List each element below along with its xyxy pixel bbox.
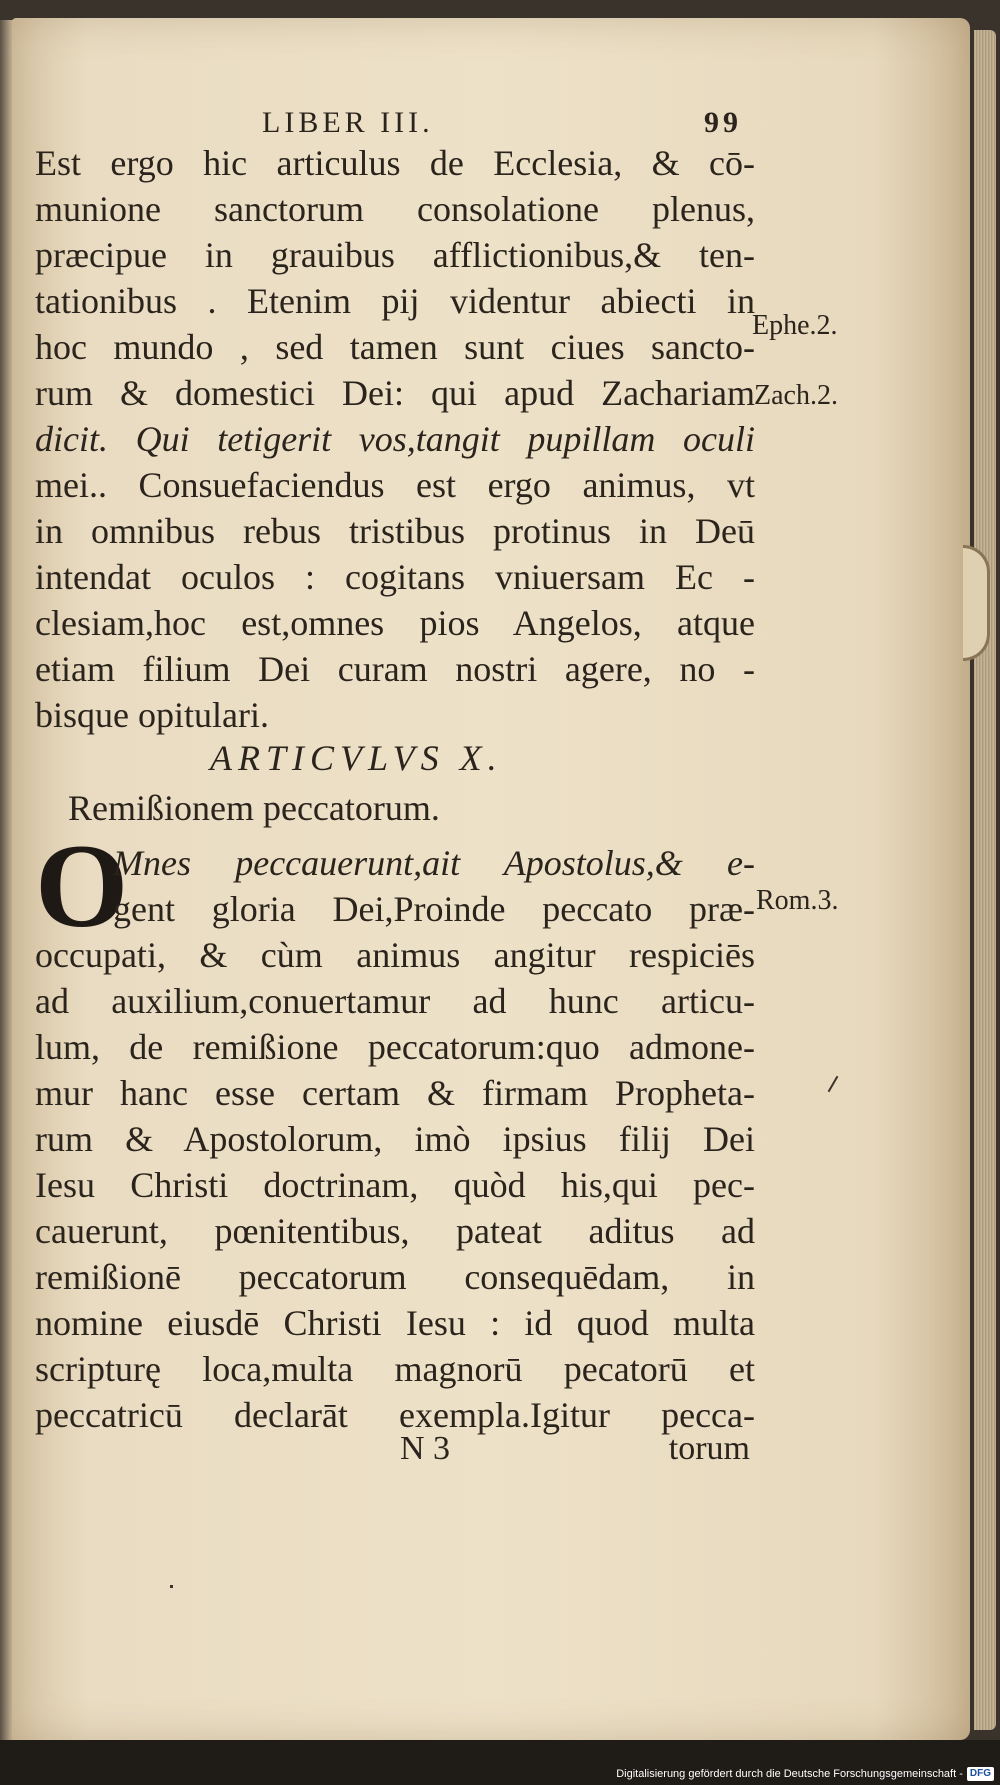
text-line: mei.. Consuefaciendus est ergo animus, vt xyxy=(35,465,755,505)
text-line: intendat oculos : cogitans vniuersam Ec - xyxy=(35,557,755,597)
text-line: rum & domestici Dei: qui apud Zachariam xyxy=(35,373,755,413)
text-line: Est ergo hic articulus de Ecclesia, & cō- xyxy=(35,143,755,183)
page-footer xyxy=(400,1430,750,1468)
funding-banner xyxy=(616,1766,994,1782)
text-line: Mnes peccauerunt,ait Apostolus,& e- xyxy=(113,843,755,883)
text-line: lum, de remißione peccatorum:quo admone- xyxy=(35,1027,755,1067)
catchword: torum xyxy=(668,1430,750,1467)
text-line: hoc mundo , sed tamen sunt ciues sancto- xyxy=(35,327,755,367)
section-text xyxy=(35,819,755,1438)
text-line: remißionē peccatorum consequēdam, in xyxy=(35,1257,755,1297)
text-line: scripturę loca,multa magnorū pecatorū et xyxy=(35,1349,755,1389)
running-header xyxy=(262,106,742,140)
funding-text: Digitalisierung gefördert durch die Deutsche Forschungsgemeinschaft - xyxy=(616,1768,963,1780)
text-line: nomine eiusdē Christi Iesu : id quod multa xyxy=(35,1303,755,1343)
article-subheading: Remißionem peccatorum. xyxy=(68,788,440,828)
text-line: occupati, & cùm animus angitur respiciēs xyxy=(35,935,755,975)
article-heading: ARTICVLVS X. xyxy=(210,738,503,778)
dfg-logo: DFG xyxy=(967,1767,994,1781)
text-line: præcipue in grauibus afflictionibus,& ten- xyxy=(35,235,755,275)
text-line: munione sanctorum consolatione plenus, xyxy=(35,189,755,229)
page-edges xyxy=(974,30,996,1730)
text-line: bisque opitulari. xyxy=(35,695,269,735)
drop-cap: O xyxy=(35,819,129,952)
text-line: rum & Apostolorum, imò ipsius filij Dei xyxy=(35,1119,755,1159)
stray-mark xyxy=(170,1585,173,1588)
body-text xyxy=(35,140,755,738)
text-line: ad auxilium,conuertamur ad hunc articu- xyxy=(35,981,755,1021)
text-line: etiam filium Dei curam nostri agere, no - xyxy=(35,649,755,689)
text-line: dicit. Qui tetigerit vos,tangit pupillam oculi xyxy=(35,419,755,459)
text-line: peccatricū declarāt exempla.Igitur pecca- xyxy=(35,1395,755,1435)
page-number: 99 xyxy=(704,106,742,139)
text-line: tationibus . Etenim pij videntur abiecti in xyxy=(35,281,755,321)
signature-mark: N 3 xyxy=(400,1430,451,1467)
margin-note-ephesians: Ephe.2. xyxy=(752,310,838,341)
text-line: Iesu Christi doctrinam, quòd his,qui pec- xyxy=(35,1165,755,1205)
text-line: in omnibus rebus tristibus protinus in Deū xyxy=(35,511,755,551)
text-line: gent gloria Dei,Proinde peccato præ- xyxy=(113,889,755,929)
bookmark-tab xyxy=(963,545,990,661)
text-line: mur hanc esse certam & firmam Propheta- xyxy=(35,1073,755,1113)
margin-note-romans: Rom.3. xyxy=(756,885,839,916)
margin-note-zacharias: Zach.2. xyxy=(754,380,838,411)
text-line: clesiam,hoc est,omnes pios Angelos, atque xyxy=(35,603,755,643)
text-line: cauerunt, pœnitentibus, pateat aditus ad xyxy=(35,1211,755,1251)
running-title: LIBER III. xyxy=(262,106,434,139)
